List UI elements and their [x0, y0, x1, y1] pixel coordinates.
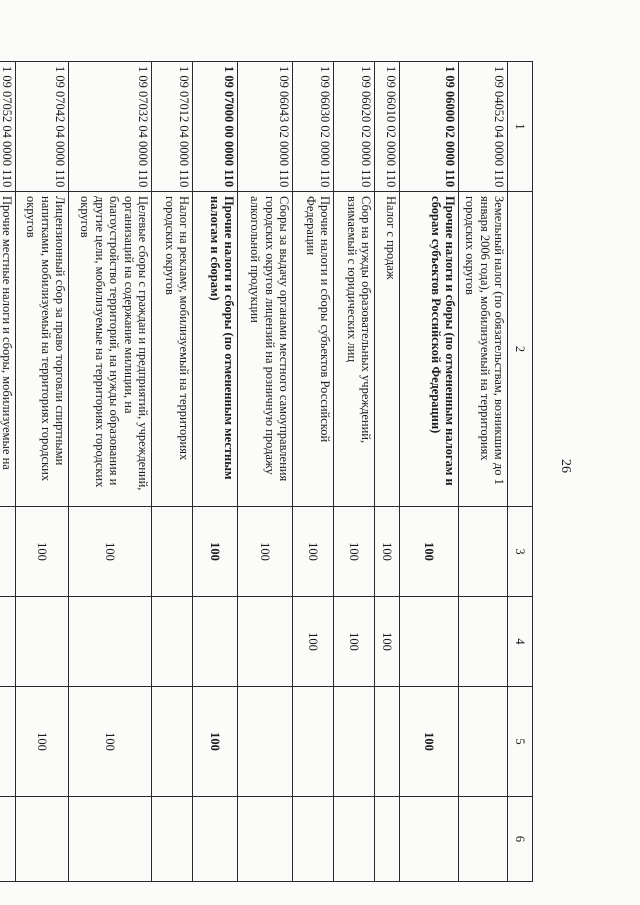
value-cell-col3: 100 [193, 507, 238, 597]
code-cell: 1 09 06043 02 0000 110 [238, 62, 293, 192]
code-cell: 1 09 07012 04 0000 110 [152, 62, 193, 192]
table-row [375, 62, 400, 882]
table-row [152, 62, 193, 882]
table-row [16, 62, 69, 882]
value-cell-col3: 100 [69, 507, 152, 597]
name-cell: Налог на рекламу, мобилизуемый на территориях городских округов [152, 192, 193, 507]
value-cell-col6 [400, 797, 459, 882]
name-cell: Прочие налоги и сборы (по отмененным налогам и сборам субъектов Российской Федерации) [400, 192, 459, 507]
value-cell-col3: 100 [16, 507, 69, 597]
value-cell-col3: 100 [238, 507, 293, 597]
value-cell-col4 [193, 597, 238, 687]
code-cell: 1 09 06000 02 0000 110 [400, 62, 459, 192]
value-cell-col3: 100 [293, 507, 334, 597]
value-cell-col5: 100 [69, 687, 152, 797]
value-cell-col5: 100 [193, 687, 238, 797]
code-cell: 1 09 06030 02 0000 110 [293, 62, 334, 192]
value-cell-col6 [238, 797, 293, 882]
value-cell-col6 [459, 797, 508, 882]
value-cell-col5: 100 [400, 687, 459, 797]
value-cell-col5 [293, 687, 334, 797]
table-row [0, 62, 16, 882]
column-number-row [508, 62, 533, 882]
value-cell-col5 [238, 687, 293, 797]
value-cell-col4 [152, 597, 193, 687]
name-cell: Прочие налоги и сборы (по отмененным местным налогам и сборам) [193, 192, 238, 507]
value-cell-col3: 100 [375, 507, 400, 597]
value-cell-col6 [0, 797, 16, 882]
column-number: 2 [508, 192, 533, 507]
name-cell: Сборы за выдачу органами местного самоуправления городских округов лицензий на розничную продажу алкогольной продукции [238, 192, 293, 507]
value-cell-col3: 100 [334, 507, 375, 597]
code-cell: 1 09 07000 00 0000 110 [193, 62, 238, 192]
table-row [193, 62, 238, 882]
code-cell: 1 09 06020 02 0000 110 [334, 62, 375, 192]
value-cell-col3 [0, 507, 16, 597]
name-cell: Целевые сборы с граждан и предприятий, учреждений, организаций на содержание милиции, на благоустройство территорий, на нужды образования и другие цели, мобилизуемые на территориях городских округов [69, 192, 152, 507]
name-cell: Прочие местные налоги и сборы, мобилизуемые на [0, 192, 16, 507]
value-cell-col6 [152, 797, 193, 882]
code-cell: 1 09 07042 04 0000 110 [16, 62, 69, 192]
value-cell-col4 [238, 597, 293, 687]
code-cell: 1 09 07032 04 0000 110 [69, 62, 152, 192]
table-row [238, 62, 293, 882]
revenue-table [0, 61, 533, 882]
code-cell: 1 09 04052 04 0000 110 [459, 62, 508, 192]
value-cell-col6 [69, 797, 152, 882]
table-row [334, 62, 375, 882]
value-cell-col5: 100 [16, 687, 69, 797]
rotated-table [0, 61, 533, 881]
code-cell: 1 09 07052 04 0000 110 [0, 62, 16, 192]
name-cell: Налог с продаж [375, 192, 400, 507]
value-cell-col5 [375, 687, 400, 797]
value-cell-col4 [400, 597, 459, 687]
value-cell-col4 [16, 597, 69, 687]
value-cell-col3 [152, 507, 193, 597]
value-cell-col6 [293, 797, 334, 882]
column-number: 5 [508, 687, 533, 797]
value-cell-col6 [375, 797, 400, 882]
value-cell-col5 [459, 687, 508, 797]
column-number: 4 [508, 597, 533, 687]
value-cell-col5 [0, 687, 16, 797]
value-cell-col4: 100 [334, 597, 375, 687]
table-row [69, 62, 152, 882]
table-row [293, 62, 334, 882]
name-cell: Сбор на нужды образовательных учреждений, взимаемый с юридических лиц [334, 192, 375, 507]
table-row [459, 62, 508, 882]
name-cell: Прочие налоги и сборы субъектов Российской Федерации [293, 192, 334, 507]
value-cell-col4 [0, 597, 16, 687]
page-number: 26 [558, 459, 573, 473]
value-cell-col4 [69, 597, 152, 687]
value-cell-col3: 100 [400, 507, 459, 597]
value-cell-col6 [16, 797, 69, 882]
value-cell-col5 [334, 687, 375, 797]
value-cell-col6 [334, 797, 375, 882]
column-number: 6 [508, 797, 533, 882]
code-cell: 1 09 06010 02 0000 110 [375, 62, 400, 192]
name-cell: Земельный налог (по обязательствам, возникшим до 1 января 2006 года), мобилизуемый на территориях городских округов [459, 192, 508, 507]
value-cell-col4 [459, 597, 508, 687]
value-cell-col5 [152, 687, 193, 797]
name-cell: Лицензионный сбор за право торговли спиртными напитками, мобилизуемый на территориях городских округов [16, 192, 69, 507]
value-cell-col4: 100 [293, 597, 334, 687]
value-cell-col6 [193, 797, 238, 882]
table-row [400, 62, 459, 882]
value-cell-col4: 100 [375, 597, 400, 687]
column-number: 1 [508, 62, 533, 192]
value-cell-col3 [459, 507, 508, 597]
column-number: 3 [508, 507, 533, 597]
